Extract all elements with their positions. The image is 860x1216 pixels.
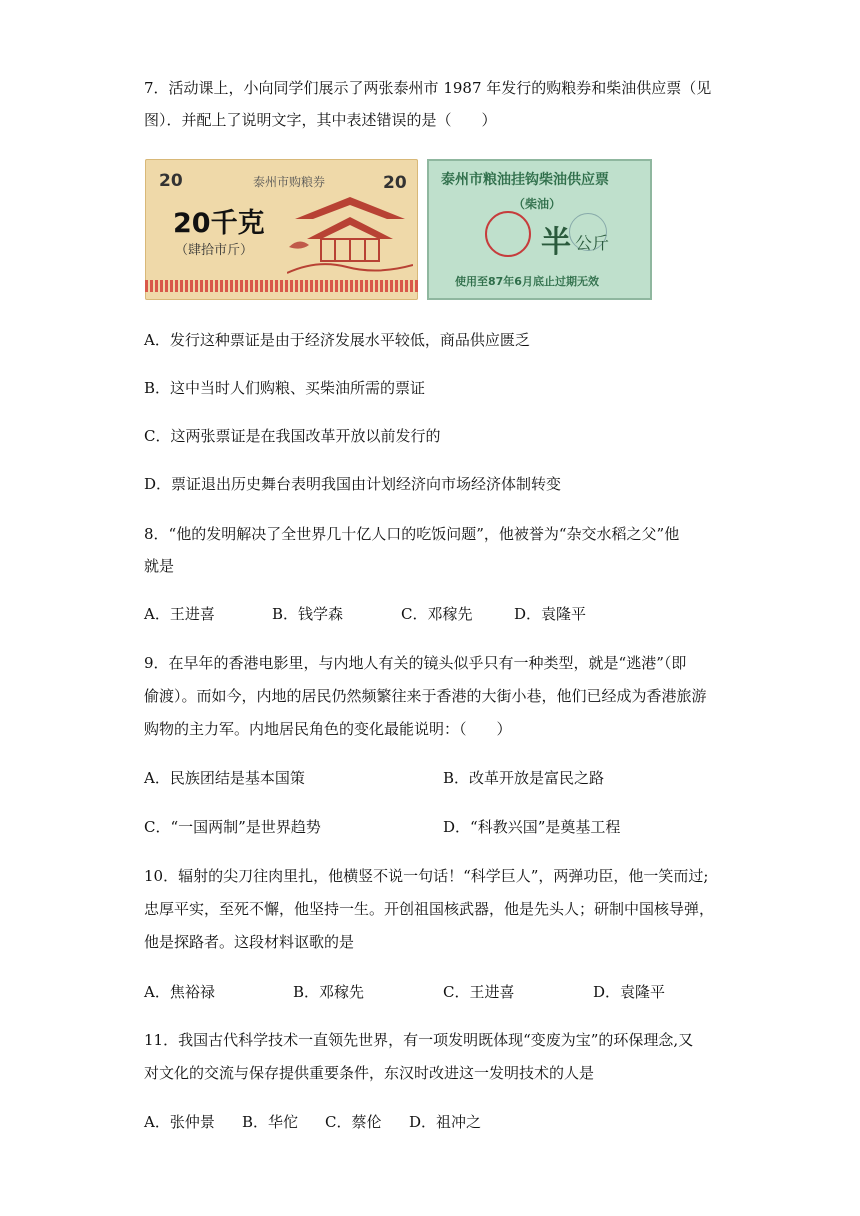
q8-option-b: B．钱学森 bbox=[272, 605, 344, 623]
q7-option-b: B．这中当时人们购粮、买柴油所需的票证 bbox=[144, 379, 426, 397]
q9-option-b: B．改革开放是富民之路 bbox=[443, 769, 605, 787]
grain-coupon-image bbox=[145, 159, 418, 300]
q11-option-d: D．祖冲之 bbox=[409, 1113, 482, 1131]
pavilion-illustration bbox=[287, 187, 413, 275]
coupon-header: 泰州市购粮券 bbox=[253, 175, 326, 189]
q10-option-a: A．焦裕禄 bbox=[144, 983, 215, 1001]
q9-option-d: D．“科教兴国”是奠基工程 bbox=[443, 818, 621, 836]
q8-option-d: D．袁隆平 bbox=[514, 605, 587, 623]
q9-stem-line1: 9．在早年的香港电影里，与内地人有关的镜头似乎只有一种类型，就是“逃港”（即 bbox=[144, 654, 687, 672]
q10-option-d: D．袁隆平 bbox=[593, 983, 666, 1001]
diesel-footer: 使用至87年6月底止过期无效 bbox=[455, 275, 599, 288]
diesel-coupon-image bbox=[427, 159, 652, 300]
q7-option-d: D．票证退出历史舞台表明我国由计划经济向市场经济体制转变 bbox=[144, 475, 562, 493]
seal-stamp-left bbox=[485, 211, 531, 257]
q9-stem-line3: 购物的主力军。内地居民角色的变化最能说明：（ ） bbox=[144, 720, 512, 738]
coupon-num-left: 20 bbox=[159, 171, 183, 191]
q9-option-c: C．“一国两制”是世界趋势 bbox=[144, 818, 321, 836]
coupon-amount: 20千克 bbox=[173, 208, 265, 239]
q10-option-c: C．王进喜 bbox=[443, 983, 515, 1001]
q8-stem-line1: 8．“他的发明解决了全世界几十亿人口的吃饭问题”，他被誉为“杂交水稻之父”他 bbox=[144, 525, 680, 543]
q7-option-c: C．这两张票证是在我国改革开放以前发行的 bbox=[144, 427, 441, 445]
diesel-header: 泰州市粮油挂钩柴油供应票 bbox=[441, 172, 609, 188]
q8-option-c: C．邓稼先 bbox=[401, 605, 473, 623]
q7-option-a: A．发行这种票证是由于经济发展水平较低，商品供应匮乏 bbox=[144, 331, 530, 349]
q11-option-c: C．蔡伦 bbox=[325, 1113, 382, 1131]
q7-stem-line2: 图）．并配上了说明文字，其中表述错误的是（ ） bbox=[144, 111, 497, 129]
q8-option-a: A．王进喜 bbox=[144, 605, 215, 623]
q11-option-a: A．张仲景 bbox=[144, 1113, 215, 1131]
q9-option-a: A．民族团结是基本国策 bbox=[144, 769, 305, 787]
q11-stem-line2: 对文化的交流与保存提供重要条件，东汉时改进这一发明技术的人是 bbox=[144, 1064, 595, 1082]
coupon-num-right: 20 bbox=[383, 173, 407, 193]
coupon-border-pattern bbox=[145, 280, 418, 292]
q8-stem-line2: 就是 bbox=[144, 557, 175, 575]
q10-stem-line1: 10．辐射的尖刀往肉里扎，他横竖不说一句话！“科学巨人”，两弹功臣，他一笑而过; bbox=[144, 867, 709, 885]
q11-stem-line1: 11．我国古代科学技术一直领先世界，有一项发明既体现“变废为宝”的环保理念,又 bbox=[144, 1031, 694, 1049]
q10-option-b: B．邓稼先 bbox=[293, 983, 365, 1001]
diesel-unit: 公斤 bbox=[575, 234, 609, 254]
coupon-amount-sub: （肆拾市斤） bbox=[175, 243, 254, 258]
q11-option-b: B．华佗 bbox=[242, 1113, 299, 1131]
q10-stem-line3: 他是探路者。这段材料讴歌的是 bbox=[144, 933, 355, 951]
q10-stem-line2: 忠厚平实，至死不懈，他坚持一生。开创祖国核武器，他是先头人；研制中国核导弹， bbox=[144, 900, 715, 918]
q7-stem-line1: 7．活动课上，小向同学们展示了两张泰州市 1987 年发行的购粮券和柴油供应票（见 bbox=[144, 79, 712, 97]
diesel-amount: 半 bbox=[541, 225, 571, 260]
q9-stem-line2: 偷渡）。而如今，内地的居民仍然频繁往来于香港的大街小巷，他们已经成为香港旅游 bbox=[144, 687, 707, 705]
diesel-sub: （柴油） bbox=[513, 197, 562, 211]
